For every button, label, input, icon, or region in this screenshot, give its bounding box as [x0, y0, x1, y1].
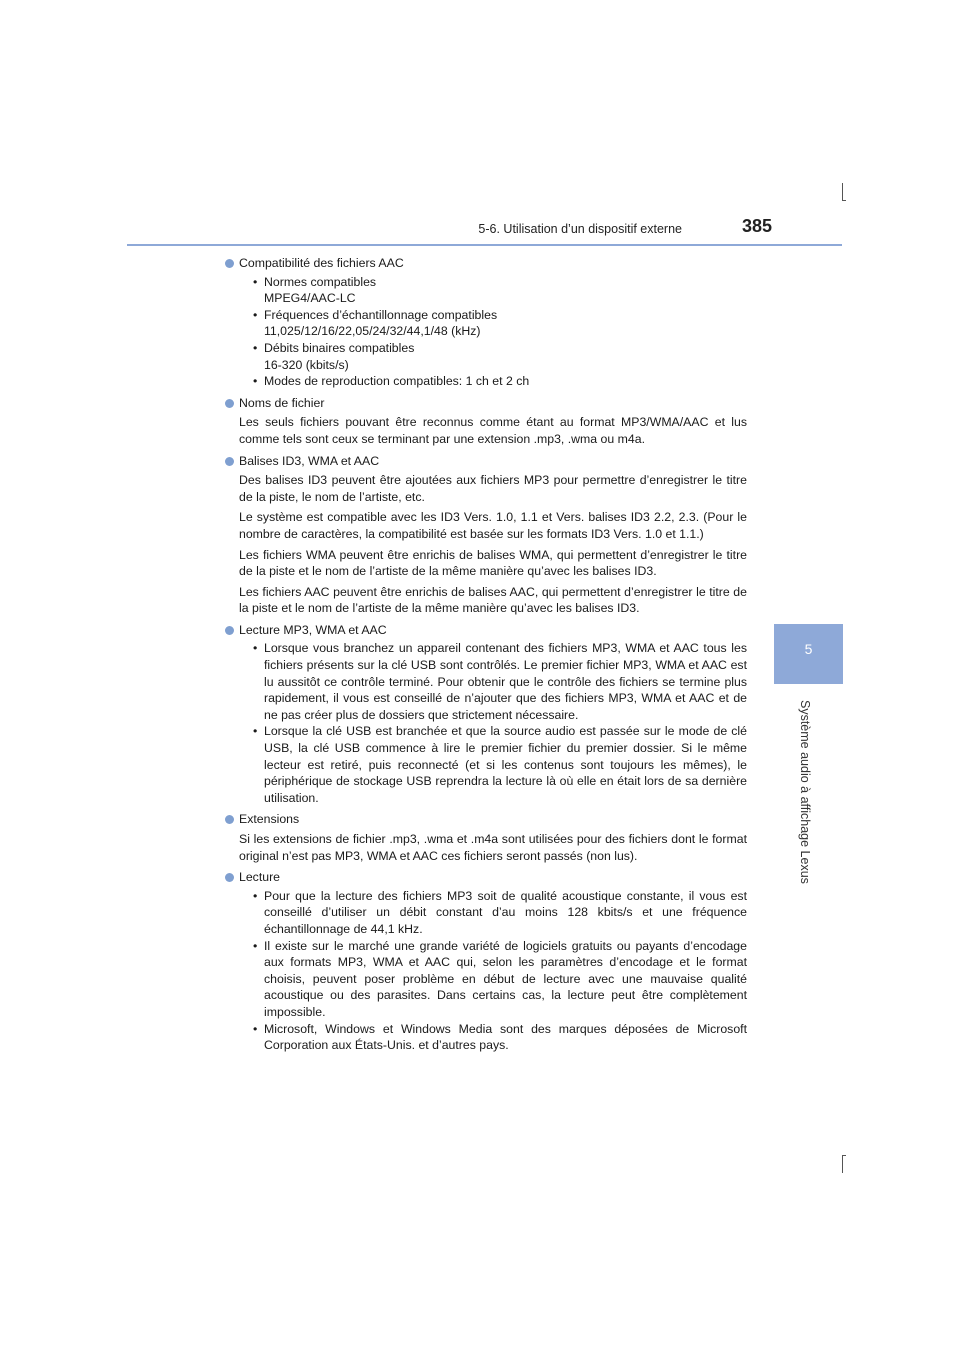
bullet-mark: •	[253, 1021, 258, 1036]
list-item	[253, 723, 747, 806]
list-item-value: 16-320 (kbits/s)	[264, 357, 349, 372]
list-item	[253, 1021, 747, 1054]
paragraph: Si les extensions de fichier .mp3, .wma et .m4a sont utilisées pour des fichiers dont le format original n’est pas MP3, WMA et AAC ces fichiers seront passés (non lus).	[239, 832, 747, 863]
list-item	[253, 640, 747, 723]
list-item-text: Débits binaires compatibles	[264, 340, 415, 355]
list-item-text: Lorsque la clé USB est branchée et que la source audio est passée sur le mode de clé USB, la clé USB commence à lire le premier fichier du premier dossier. Si le même lecteur est retiré, puis reconnecté (et si les contenus sont toujours les mêmes), le périphérique de stockage USB reprendra la lecture là où elle en était lors de sa dernière utilisation.	[264, 724, 747, 805]
bullet-circle-icon	[225, 399, 234, 408]
bullet-list	[225, 640, 747, 806]
section	[225, 622, 747, 807]
paragraph: Les seuls fichiers pouvant être reconnus comme étant au format MP3/WMA/AAC et lus comme tels sont ceux se terminant par une extension .mp3, .wma ou m4a.	[239, 415, 747, 446]
section-heading	[225, 622, 747, 639]
chapter-tab	[774, 624, 843, 684]
bullet-mark: •	[253, 374, 258, 389]
chapter-title: Système audio à affichage Lexus	[798, 700, 812, 884]
section-heading	[225, 255, 747, 272]
bullet-circle-icon	[225, 873, 234, 882]
bullet-mark: •	[253, 888, 258, 903]
list-item	[253, 340, 747, 373]
section-title: Balises ID3, WMA et AAC	[239, 453, 380, 468]
bullet-circle-icon	[225, 259, 234, 268]
crop-mark-top	[842, 183, 843, 201]
bullet-list	[225, 888, 747, 1054]
list-item-text: Normes compatibles	[264, 274, 377, 289]
list-item-text: Fréquences d’échantillonnage compatibles	[264, 307, 498, 322]
bullet-mark: •	[253, 641, 258, 656]
list-item-text: Microsoft, Windows et Windows Media sont des marques déposées de Microsoft Corporation aux États-Unis. et d’autres pays.	[264, 1021, 747, 1053]
bullet-circle-icon	[225, 815, 234, 824]
paragraph: Des balises ID3 peuvent être ajoutées aux fichiers MP3 pour permettre d’enregistrer le titre de la piste, le nom de l’artiste, etc.	[239, 473, 747, 504]
section-title: Extensions	[239, 812, 300, 827]
section-heading	[225, 395, 747, 412]
paragraph: Les fichiers AAC peuvent être enrichis de balises AAC, qui permettent d’enregistrer le titre de la piste et le nom de l’artiste de la même manière qu’avec les balises ID3.	[239, 584, 747, 616]
page-number: 385	[742, 216, 773, 236]
list-item-value: 11,025/12/16/22,05/24/32/44,1/48 (kHz)	[264, 324, 481, 339]
paragraph: Les fichiers WMA peuvent être enrichis de balises WMA, qui permettent d’enregistrer le titre de la piste et le nom de l’artiste de la même manière qu’avec les balises ID3.	[239, 547, 747, 579]
section	[225, 869, 747, 1054]
bullet-mark: •	[253, 307, 258, 322]
list-item	[253, 307, 747, 340]
bullet-list	[225, 274, 747, 390]
header-rule	[127, 244, 842, 246]
bullet-mark: •	[253, 938, 258, 953]
section	[225, 395, 747, 448]
section	[225, 255, 747, 390]
list-item-text: Modes de reproduction compatibles: 1 ch et 2 ch	[264, 374, 530, 389]
section-title: Lecture	[239, 870, 281, 885]
bullet-circle-icon	[225, 457, 234, 466]
page-content	[225, 255, 747, 1059]
section-title: Compatibilité des fichiers AAC	[239, 256, 404, 270]
running-header-section: 5-6. Utilisation d’un dispositif externe	[478, 222, 682, 236]
bullet-mark: •	[253, 274, 258, 289]
list-item	[253, 888, 747, 938]
list-item-text: Pour que la lecture des fichiers MP3 soit de qualité acoustique constante, il vous est conseillé d’utiliser un débit constant d’au moins 128 kbits/s et une fréquence échantillonnage de 44,1 kHz.	[264, 888, 747, 936]
bullet-circle-icon	[225, 626, 234, 635]
section	[225, 453, 747, 617]
section	[225, 811, 747, 864]
paragraph: Le système est compatible avec les ID3 Vers. 1.0, 1.1 et Vers. balises ID3 2.2, 2.3. (Pour le nombre de caractères, la compatibilité est basée sur les formats ID3 Vers. 1.0 et 1.1.)	[239, 510, 747, 541]
bullet-mark: •	[253, 340, 258, 355]
bullet-mark: •	[253, 724, 258, 739]
list-item	[253, 938, 747, 1021]
list-item-text: Lorsque vous branchez un appareil contenant des fichiers MP3, WMA et AAC tous les fichiers présents sur la clé USB sont contrôlés. Le premier fichier MP3, WMA et AAC est lu aussitôt ce contrôle terminé. Pour obtenir que le contrôle des fichiers se termine plus rapidement, il vous est conseillé de n’ajouter que des fichiers MP3, WMA et AAC et de ne pas créer plus de dossiers que strictement nécessaire.	[264, 641, 747, 722]
section-heading	[225, 811, 747, 828]
chapter-number: 5	[804, 641, 813, 657]
section-heading	[225, 453, 747, 470]
list-item	[253, 274, 747, 307]
list-item	[253, 373, 747, 390]
crop-mark-bottom	[842, 1155, 843, 1173]
list-item-value: MPEG4/AAC-LC	[264, 291, 356, 306]
list-item-text: Il existe sur le marché une grande variété de logiciels gratuits ou payants d’encodage aux formats MP3, WMA et AAC qui, selon les paramètres d’encodage et le format choisis, peuvent poser problème en début de lecture avec une mauvaise qualité acoustique ou des parasites. Dans certains cas, la lecture peut être complètement impossible.	[264, 938, 747, 1019]
section-title: Noms de fichier	[239, 395, 325, 410]
section-heading	[225, 869, 747, 886]
section-title: Lecture MP3, WMA et AAC	[239, 622, 387, 637]
